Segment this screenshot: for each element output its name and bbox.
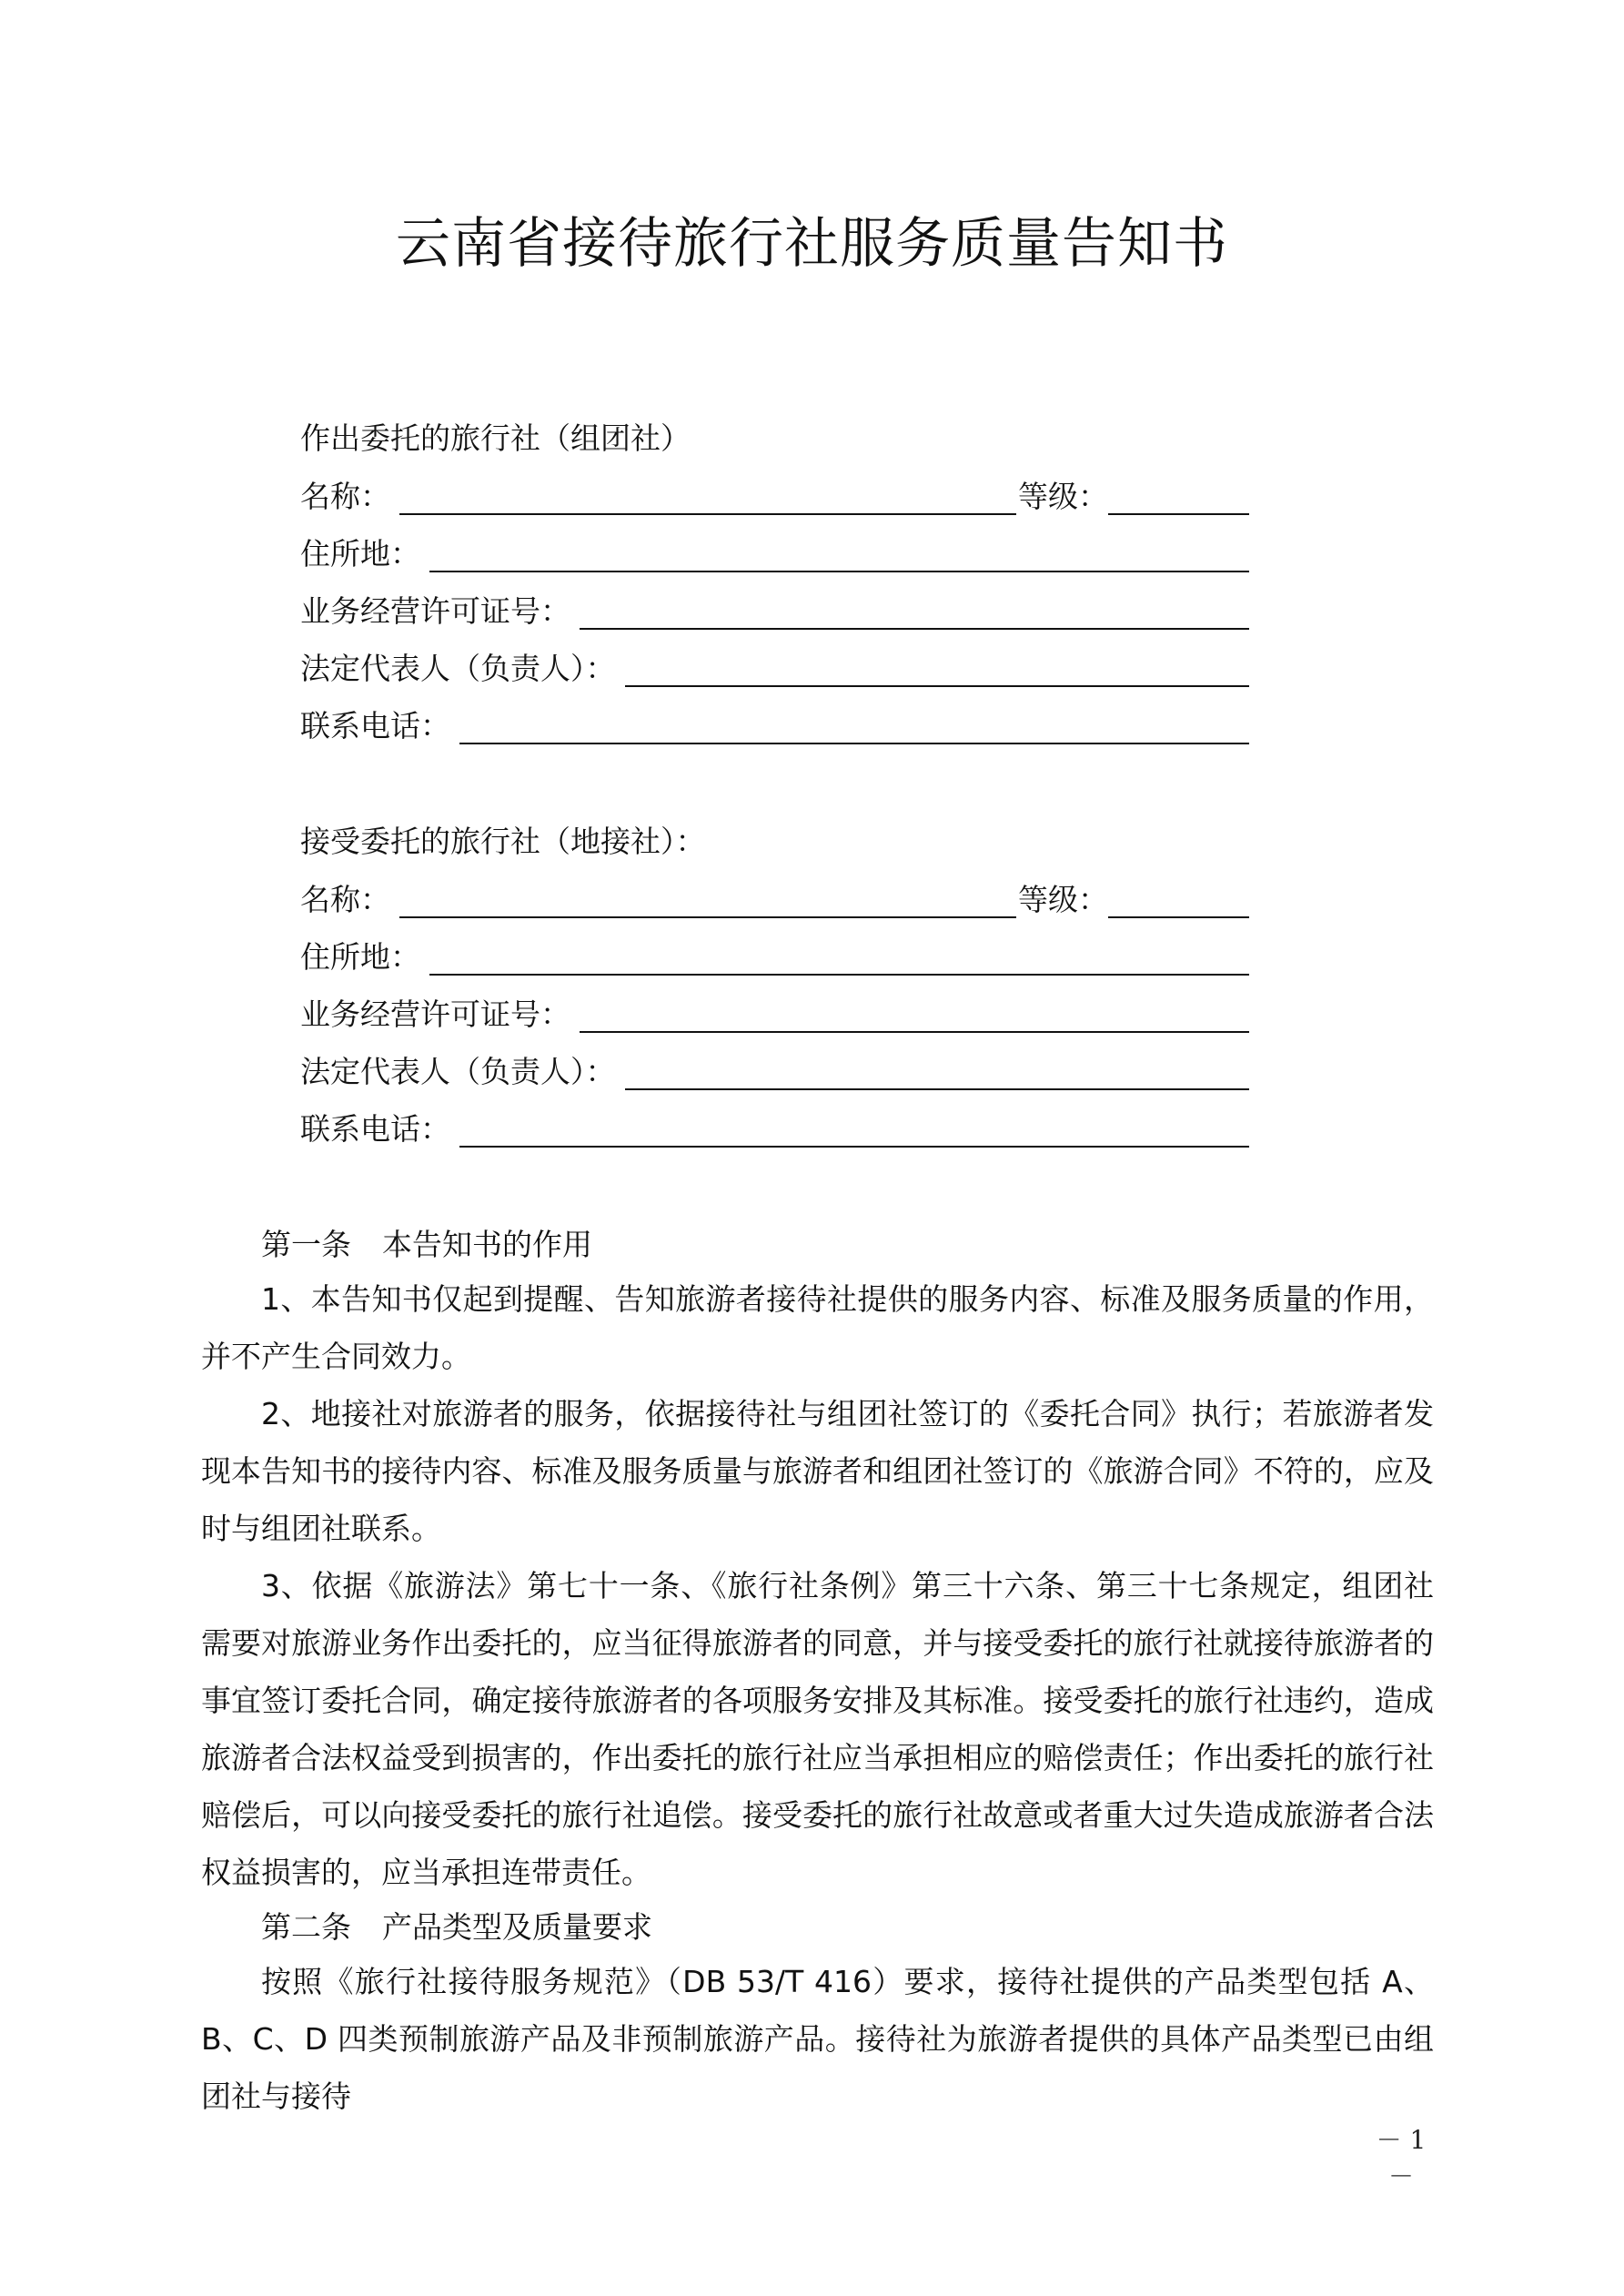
organizer-license-label: 业务经营许可证号： <box>300 593 570 629</box>
article-2-heading <box>261 1904 652 1947</box>
receiver-address-blank[interactable] <box>429 943 1249 976</box>
organizer-license-blank[interactable] <box>580 597 1249 630</box>
receiver-phone-field[interactable] <box>300 1106 1249 1148</box>
organizer-representative-label: 法定代表人（负责人）： <box>300 651 616 686</box>
organizer-phone-blank[interactable] <box>459 712 1249 744</box>
organizer-address-field[interactable] <box>300 531 1249 572</box>
article-1-paragraph-3: 3、依据《旅游法》第七十一条、《旅行社条例》第三十六条、第三十七条规定，组团社需要对旅游业务作出委托的，应当征得旅游者的同意，并与接受委托的旅行社就接待旅游者的事宜签订委托合同，确定接待旅游者的各项服务安排及其标准。接受委托的旅行社违约，造成旅游者合法权益受到损害的，作出委托的旅行社应当承担相应的赔偿责任；作出委托的旅行社赔偿后，可以向接受委托的旅行社追偿。接受委托的旅行社故意或者重大过失造成旅游者合法权益损害的，应当承担连带责任。 <box>201 1568 1434 1890</box>
organizer-section-heading: 作出委托的旅行社（组团社） <box>300 420 691 456</box>
organizer-name-label: 名称： <box>300 479 390 514</box>
organizer-phone-field[interactable] <box>300 703 1249 744</box>
article-1-title: 本告知书的作用 <box>382 1227 592 1262</box>
article-2-paragraph-1: 按照《旅行社接待服务规范》（DB 53/T 416）要求，接待社提供的产品类型包括 A、B、C、D 四类预制旅游产品及非预制旅游产品。接待社为旅游者提供的具体产品类型已由组团社与接待 <box>201 1964 1434 2114</box>
receiver-representative-blank[interactable] <box>625 1057 1250 1090</box>
organizer-name-field[interactable] <box>300 473 1249 515</box>
article-1-number: 第一条 <box>261 1227 351 1262</box>
receiver-representative-label: 法定代表人（负责人）： <box>300 1054 616 1089</box>
article-1-paragraph-2: 2、地接社对旅游者的服务，依据接待社与组团社签订的《委托合同》执行；若旅游者发现本告知书的接待内容、标准及服务质量与旅游者和组团社签订的《旅游合同》不符的，应及时与组团社联系。 <box>201 1396 1434 1546</box>
receiver-level-label: 等级： <box>1018 882 1108 917</box>
organizer-phone-label: 联系电话： <box>300 708 450 743</box>
organizer-address-blank[interactable] <box>429 540 1249 572</box>
organizer-level-label: 等级： <box>1018 479 1108 514</box>
article-2-title: 产品类型及质量要求 <box>382 1909 652 1945</box>
receiver-phone-blank[interactable] <box>459 1115 1249 1148</box>
receiver-license-label: 业务经营许可证号： <box>300 996 570 1032</box>
organizer-representative-field[interactable] <box>300 645 1249 687</box>
organizer-representative-blank[interactable] <box>625 654 1250 687</box>
receiver-name-label: 名称： <box>300 882 390 917</box>
article-2-number: 第二条 <box>261 1909 351 1945</box>
page-number: － 1 － <box>1376 2125 1427 2191</box>
receiver-license-field[interactable] <box>300 991 1249 1033</box>
receiver-address-field[interactable] <box>300 934 1249 976</box>
organizer-level-blank[interactable] <box>1108 482 1249 515</box>
receiver-name-field[interactable] <box>300 876 1249 918</box>
organizer-license-field[interactable] <box>300 588 1249 630</box>
receiver-license-blank[interactable] <box>580 1000 1249 1033</box>
receiver-level-blank[interactable] <box>1108 885 1249 918</box>
receiver-representative-field[interactable] <box>300 1048 1249 1090</box>
article-1-paragraph-1: 1、本告知书仅起到提醒、告知旅游者接待社提供的服务内容、标准及服务质量的作用，并不产生合同效力。 <box>201 1281 1434 1374</box>
document-title: 云南省接待旅行社服务质量告知书 <box>396 212 1228 276</box>
receiver-address-label: 住所地： <box>300 939 420 975</box>
receiver-section-heading: 接受委托的旅行社（地接社）： <box>300 824 706 859</box>
receiver-name-blank[interactable] <box>399 885 1016 918</box>
organizer-name-blank[interactable] <box>399 482 1016 515</box>
organizer-address-label: 住所地： <box>300 536 420 571</box>
receiver-phone-label: 联系电话： <box>300 1111 450 1147</box>
article-1-heading <box>261 1221 592 1264</box>
